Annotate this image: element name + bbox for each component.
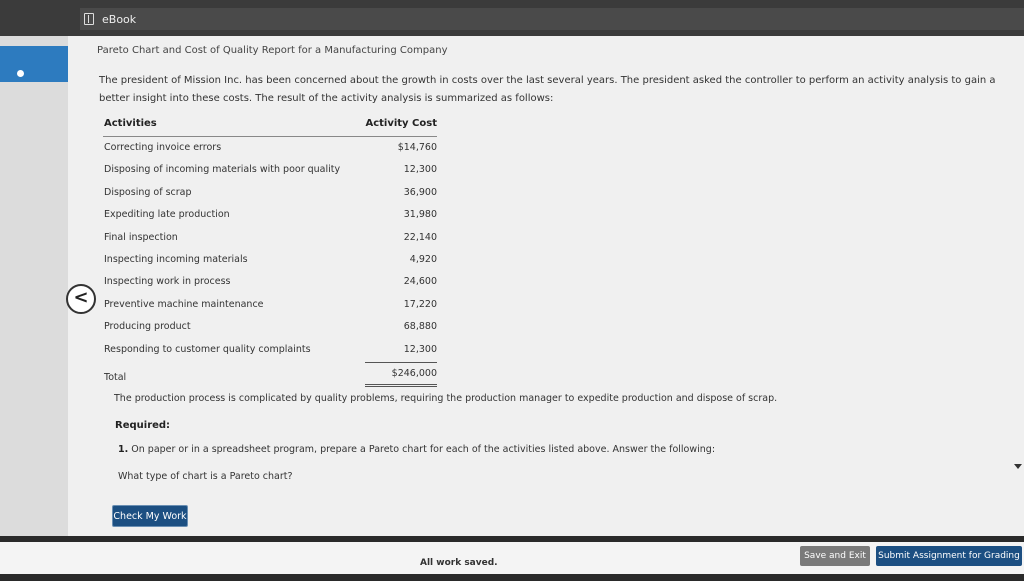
- activity-cost: $14,760: [397, 142, 437, 153]
- activity-label: Producing product: [104, 321, 191, 333]
- total-divider: [365, 362, 437, 363]
- tab-title: eBook: [102, 12, 137, 26]
- save-status: All work saved.: [420, 558, 498, 568]
- question-pareto-type: What type of chart is a Pareto chart?: [118, 471, 293, 482]
- question-1-number: 1.: [118, 444, 129, 455]
- page-title: Pareto Chart and Cost of Quality Report for a Manufacturing Company: [97, 45, 448, 56]
- activity-cost: 4,920: [409, 253, 437, 265]
- activity-label: Inspecting incoming materials: [104, 253, 248, 265]
- activity-label: Disposing of incoming materials with poor quality: [104, 164, 341, 176]
- activity-label: Inspecting work in process: [104, 276, 231, 288]
- activity-cost: 17,220: [403, 298, 437, 310]
- activity-label: Correcting invoice errors: [104, 142, 222, 153]
- table-row: [103, 182, 437, 204]
- required-heading: Required:: [115, 420, 171, 431]
- ebook-tab[interactable]: [80, 8, 1024, 30]
- table-header: [103, 114, 437, 137]
- activity-label: Disposing of scrap: [104, 186, 192, 198]
- total-value: $246,000: [391, 367, 437, 379]
- table-row: [103, 249, 437, 271]
- book-icon: [84, 13, 94, 25]
- table-row: [103, 159, 437, 181]
- table-row: [103, 316, 437, 338]
- activity-cost: 12,300: [403, 343, 437, 355]
- table-row: [103, 271, 437, 293]
- activity-cost: 31,980: [403, 209, 437, 221]
- scroll-down-icon[interactable]: [1014, 464, 1022, 469]
- activity-cost: 36,900: [403, 186, 437, 198]
- activity-cost: 24,600: [403, 276, 437, 288]
- active-question-indicator[interactable]: [0, 46, 68, 82]
- activity-label: Responding to customer quality complaints: [104, 343, 311, 355]
- save-and-exit-button[interactable]: Save and Exit: [800, 546, 870, 566]
- intro-text: The president of Mission Inc. has been concerned about the growth in costs over the last several years. The president asked the controller to perform an activity analysis to gain a better insight into these costs. The result of the activity analysis is summarized as follows:: [99, 75, 996, 104]
- production-note: The production process is complicated by quality problems, requiring the production manager to expedite production and dispose of scrap.: [114, 393, 778, 404]
- total-label: Total: [104, 371, 127, 383]
- table-row: [103, 294, 437, 316]
- question-content: [68, 36, 1024, 536]
- table-row: [103, 204, 437, 226]
- activity-cost: 12,300: [403, 164, 437, 176]
- back-chevron-icon[interactable]: <: [66, 284, 96, 314]
- table-row: [103, 339, 437, 361]
- submit-assignment-button[interactable]: Submit Assignment for Grading: [876, 546, 1022, 566]
- activity-cost: 22,140: [403, 231, 437, 243]
- bottom-bar: [0, 536, 1024, 581]
- header-activities: Activities: [104, 118, 157, 129]
- total-double-underline: [365, 384, 437, 387]
- total-row: [103, 361, 437, 391]
- activity-label: Expediting late production: [104, 209, 230, 221]
- footer-panel: [0, 542, 1024, 574]
- activity-label: Preventive machine maintenance: [104, 298, 264, 310]
- question-dot-icon: [17, 70, 24, 77]
- activity-table: [103, 114, 437, 391]
- question-1: [118, 444, 715, 455]
- table-row: [103, 137, 437, 159]
- check-my-work-button[interactable]: Check My Work: [112, 505, 188, 527]
- top-bar: [0, 0, 1024, 36]
- left-pane: [0, 36, 68, 548]
- activity-label: Final inspection: [104, 231, 178, 243]
- table-row: [103, 227, 437, 249]
- question-1-text: On paper or in a spreadsheet program, prepare a Pareto chart for each of the activities listed above. Answer the following:: [131, 444, 716, 455]
- activity-cost: 68,880: [403, 321, 437, 333]
- header-activity-cost: Activity Cost: [365, 118, 437, 129]
